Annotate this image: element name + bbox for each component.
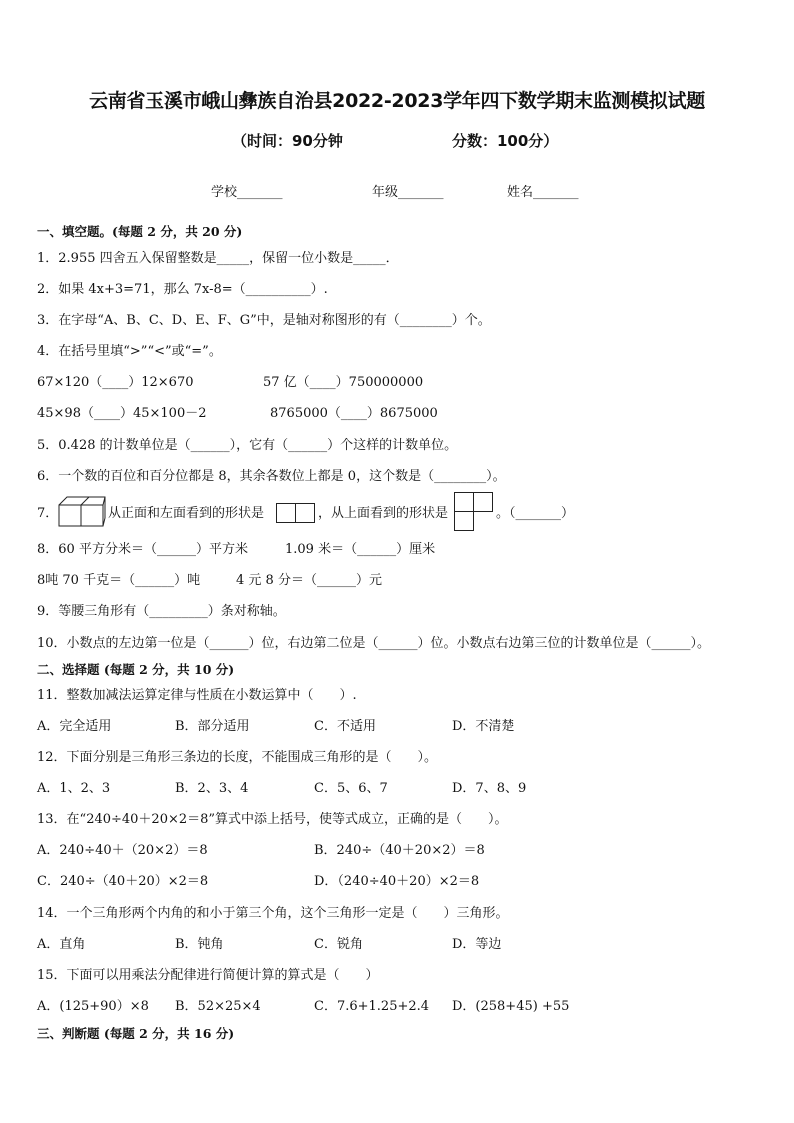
question-4: 4．在括号里填“>”“<”或“=”。 (37, 344, 222, 359)
question-7-number: 7． (37, 506, 59, 521)
score-label: 分数：100分） (452, 132, 559, 150)
option-15-a: A．(125+90）×8 (37, 999, 149, 1014)
option-13-c: C．240÷（40＋20）×2＝8 (37, 874, 209, 889)
top-view-figure (454, 492, 494, 530)
question-7-text-a: 从正面和左面看到的形状是 (108, 506, 265, 521)
question-8-d: 4 元 8 分＝（______）元 (236, 573, 382, 588)
option-13-b: B．240÷（40＋20×2）＝8 (314, 843, 485, 858)
option-11-a: A．完全适用 (37, 719, 112, 734)
option-11-d: D．不清楚 (452, 719, 515, 734)
option-14-b: B．钝角 (175, 937, 224, 952)
question-3: 3．在字母“A、B、C、D、E、F、G”中，是轴对称图形的有（________）个。 (37, 313, 491, 328)
question-14: 14．一个三角形两个内角的和小于第三个角，这个三角形一定是（ ）三角形。 (37, 906, 509, 921)
question-1: 1．2.955 四舍五入保留整数是_____，保留一位小数是_____． (37, 251, 399, 266)
question-5: 5．0.428 的计数单位是（______），它有（______）个这样的计数单位。 (37, 438, 458, 453)
front-view-figure (276, 503, 316, 523)
option-11-b: B．部分适用 (175, 719, 250, 734)
section-choice-header: 二、选择题 (每题 2 分，共 10 分) (37, 662, 235, 677)
option-15-c: C．7.6+1.25+2.4 (314, 999, 430, 1014)
question-13: 13．在“240÷40＋20×2＝8”算式中添上括号，使等式成立，正确的是（ ）。 (37, 812, 508, 827)
section-fill-header: 一、填空题。(每题 2 分，共 20 分) (37, 224, 243, 239)
question-8-b: 1.09 米＝（______）厘米 (285, 542, 436, 557)
exam-title: 云南省玉溪市峨山彝族自治县2022-2023学年四下数学期末监测模拟试题 (89, 90, 705, 112)
section-judge-header: 三、判断题 (每题 2 分，共 16 分) (37, 1026, 235, 1041)
question-8-a: 8．60 平方分米＝（______）平方米 (37, 542, 248, 557)
name-field: 姓名_______ (507, 185, 579, 200)
cube-stack-figure (58, 496, 106, 528)
option-13-d: D．（240÷40＋20）×2＝8 (314, 874, 480, 889)
option-14-c: C．锐角 (314, 937, 363, 952)
option-15-d: D．(258+45) +55 (452, 999, 570, 1014)
option-12-b: B．2、3、4 (175, 781, 249, 796)
option-14-a: A．直角 (37, 937, 86, 952)
question-6: 6．一个数的百位和百分位都是 8，其余各数位上都是 0，这个数是（________）。 (37, 469, 506, 484)
grade-field: 年级_______ (372, 185, 444, 200)
option-12-d: D．7、8、9 (452, 781, 527, 796)
question-9: 9．等腰三角形有（_________）条对称轴。 (37, 604, 286, 619)
question-4-a: 67×120（____）12×670 (37, 375, 194, 390)
question-12: 12．下面分别是三角形三条边的长度，不能围成三角形的是（ ）。 (37, 750, 438, 765)
question-10: 10．小数点的左边第一位是（______）位，右边第二位是（______）位。小数点右边第三位的计数单位是（______）。 (37, 636, 711, 651)
question-4-d: 8765000（____）8675000 (270, 406, 438, 421)
option-15-b: B．52×25×4 (175, 999, 261, 1014)
option-12-a: A．1、2、3 (37, 781, 111, 796)
school-field: 学校_______ (211, 185, 283, 200)
option-12-c: C．5、6、7 (314, 781, 388, 796)
option-13-a: A．240÷40＋（20×2）＝8 (37, 843, 208, 858)
option-14-d: D．等边 (452, 937, 502, 952)
question-7-text-c: 。（_______） (496, 506, 575, 521)
option-11-c: C．不适用 (314, 719, 376, 734)
question-15: 15．下面可以用乘法分配律进行简便计算的算式是（ ） (37, 968, 379, 983)
question-2: 2．如果 4x+3=71，那么 7x-8=（__________）. (37, 282, 328, 297)
question-4-c: 45×98（____）45×100－2 (37, 406, 207, 421)
question-8-c: 8吨 70 千克＝（______）吨 (37, 573, 201, 588)
question-11: 11．整数加减法运算定律与性质在小数运算中（ ）. (37, 688, 357, 703)
question-7-text-b: ，从上面看到的形状是 (318, 506, 449, 521)
time-label: （时间：90分钟 (232, 132, 343, 150)
question-4-b: 57 亿（____）750000000 (263, 375, 424, 390)
